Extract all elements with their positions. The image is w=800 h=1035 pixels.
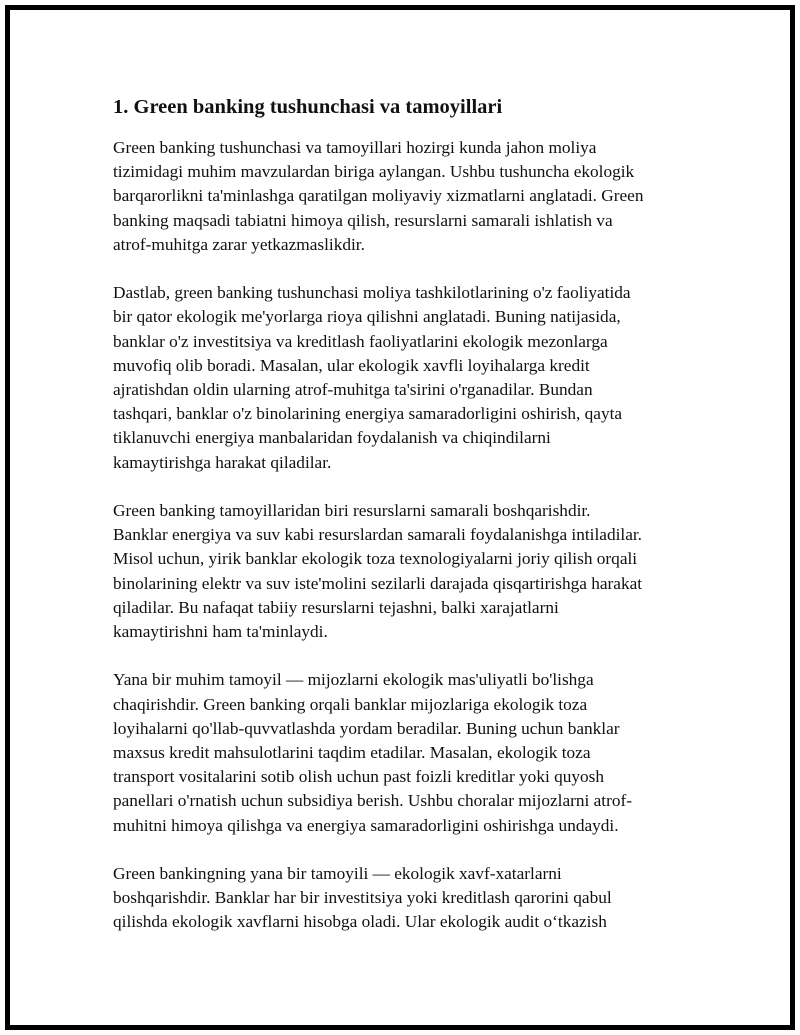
- text-line: Banklar energiya va suv kabi resurslardan samarali foydalanishga intiladilar.: [113, 525, 642, 545]
- document-body: [113, 93, 688, 959]
- text-line: Green banking tamoyillaridan biri resurslarni samarali boshqarishdir.: [113, 501, 591, 521]
- text-line: tiklanuvchi energiya manbalaridan foydalanish va chiqindilarni: [113, 428, 551, 448]
- text-line: muvofiq olib boradi. Masalan, ular ekologik xavfli loyihalarga kredit: [113, 355, 590, 375]
- section-title: 1. Green banking tushunchasi va tamoyillari: [113, 96, 503, 118]
- text-line: Dastlab, green banking tushunchasi moliya tashkilotlarining o'z faoliyatida: [113, 283, 631, 303]
- text-line: Yana bir muhim tamoyil — mijozlarni ekologik mas'uliyatli bo'lishga: [113, 670, 594, 690]
- text-line: ajratishdan oldin ularning atrof-muhitga ta'sirini o'rganadilar. Bundan: [113, 380, 593, 400]
- text-line: loyihalarni qo'llab-quvvatlashda yordam beradilar. Buning uchun banklar: [113, 718, 620, 738]
- paragraph-2: [113, 281, 688, 475]
- text-line: Green banking tushunchasi va tamoyillari hozirgi kunda jahon moliya: [113, 138, 597, 157]
- paragraph-1: [113, 136, 688, 257]
- paragraph-4: [113, 668, 688, 837]
- text-line: transport vositalarini sotib olish uchun past foizli kreditlar yoki quyosh: [113, 767, 605, 787]
- text-line: banking maqsadi tabiatni himoya qilish, resurslarni samarali ishlatish va: [113, 210, 613, 230]
- text-line: kamaytirishni ham ta'minlaydi.: [113, 622, 328, 642]
- text-line: barqarorlikni ta'minlashga qaratilgan moliyaviy xizmatlarni anglatadi. Green: [113, 186, 644, 206]
- text-line: banklar o'z investitsiya va kreditlash faoliyatlarini ekologik mezonlarga: [113, 331, 608, 351]
- text-line: muhitni himoya qilishga va energiya samaradorligini oshirishga undaydi.: [113, 815, 619, 835]
- text-line: tashqari, banklar o'z binolarining energiya samaradorligini oshirish, qayta: [113, 404, 623, 424]
- text-line: panellari o'rnatish uchun subsidiya berish. Ushbu choralar mijozlarni atrof-: [113, 791, 633, 811]
- text-line: tizimidagi muhim mavzulardan biriga aylangan. Ushbu tushuncha ekologik: [113, 162, 635, 182]
- paragraph-3: [113, 499, 688, 644]
- text-line: atrof-muhitga zarar yetkazmaslikdir.: [113, 234, 365, 254]
- paragraph-5: [113, 862, 688, 935]
- text-line: chaqirishdir. Green banking orqali banklar mijozlariga ekologik toza: [113, 694, 588, 714]
- text-line: boshqarishdir. Banklar har bir investitsiya yoki kreditlash qarorini qabul: [113, 888, 612, 908]
- text-line: qiladilar. Bu nafaqat tabiiy resurslarni tejashni, balki xarajatlarni: [113, 597, 559, 617]
- text-line: qilishda ekologik xavflarni hisobga oladi. Ular ekologik audit o‘tkazish: [113, 912, 607, 932]
- text-line: maxsus kredit mahsulotlarini taqdim etadilar. Masalan, ekologik toza: [113, 743, 591, 763]
- text-line: Misol uchun, yirik banklar ekologik toza texnologiyalarni joriy qilish orqali: [113, 549, 638, 569]
- text-line: binolarining elektr va suv iste'molini sezilarli darajada qisqartirishga harakat: [113, 573, 643, 593]
- text-line: bir qator ekologik me'yorlarga rioya qilishni anglatadi. Buning natijasida,: [113, 307, 621, 327]
- text-line: Green bankingning yana bir tamoyili — ekologik xavf-xatarlarni: [113, 864, 562, 884]
- text-line: kamaytirishga harakat qiladilar.: [113, 452, 332, 472]
